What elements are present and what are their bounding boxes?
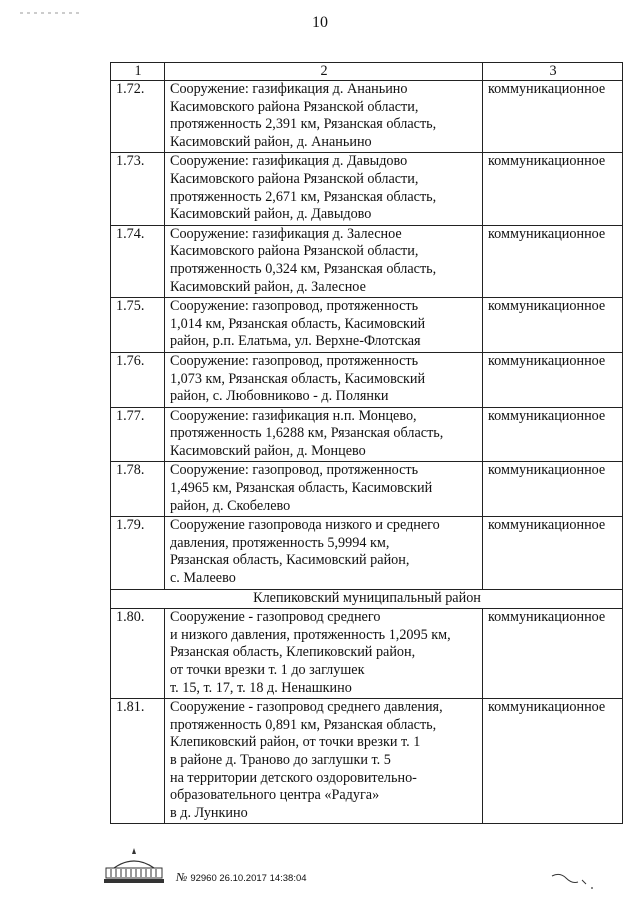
item-number: 1.81. [111,699,165,824]
item-type: коммуникационное [483,81,623,153]
item-type: коммуникационное [483,462,623,517]
item-type: коммуникационное [483,153,623,225]
item-number: 1.76. [111,352,165,407]
description-line: Сооружение: газификация д. Ананьино [170,81,408,97]
description-line: Касимовского района Рязанской области, [170,243,419,260]
signature-mark [548,868,598,892]
item-description [165,153,483,225]
table-row [111,517,623,589]
description-line: Клепиковский район, от точки врезки т. 1 [170,734,421,751]
table-row [111,462,623,517]
description-line: район, д. Скобелево [170,497,291,514]
item-number: 1.79. [111,517,165,589]
registry-building-stamp [100,846,168,886]
description-line: от точки врезки т. 1 до заглушек [170,662,365,678]
table-row [111,81,623,153]
table-row [111,298,623,353]
item-number: 1.72. [111,81,165,153]
document-footer [100,846,340,886]
item-description [165,352,483,407]
registration-info: 92960 26.10.2017 14:38:04 [190,873,307,884]
description-line: Касимовского района Рязанской области, [170,170,419,187]
table-row [111,153,623,225]
description-line: Касимовский район, д. Ананьино [170,133,372,150]
description-line: район, р.п. Елатьма, ул. Верхне-Флотская [170,333,421,350]
item-type: коммуникационное [483,298,623,353]
item-type: коммуникационное [483,609,623,699]
description-line: протяженность 0,891 км, Рязанская область, [170,716,437,733]
item-description [165,225,483,297]
description-line: на территории детского оздоровительно- [170,769,417,786]
item-type: коммуникационное [483,225,623,297]
item-description [165,699,483,824]
item-description [165,462,483,517]
registry-table [110,62,623,824]
item-number: 1.77. [111,407,165,462]
description-line: Сооружение - газопровод среднего [170,609,381,626]
section-row [111,589,623,609]
column-header: 3 [483,63,623,81]
description-line: и низкого давления, протяженность 1,2095 км, [170,626,451,643]
item-description [165,517,483,589]
description-line: Касимовский район, д. Залесное [170,278,366,295]
description-line: с. Малеево [170,570,236,587]
description-line: район, с. Любовниково - д. Полянки [170,388,389,405]
description-line: Касимовского района Рязанской области, [170,98,419,115]
item-type: коммуникационное [483,517,623,589]
description-line: Касимовский район, д. Монцево [170,442,366,459]
scan-artifact [20,2,80,6]
item-description [165,298,483,353]
table-row [111,407,623,462]
description-line: 1,4965 км, Рязанская область, Касимовский [170,480,433,497]
description-line: 1,014 км, Рязанская область, Касимовский [170,315,426,332]
page-number: 10 [312,14,328,31]
item-type: коммуникационное [483,407,623,462]
table-row [111,225,623,297]
description-line: Сооружение: газификация д. Залесное [170,225,402,242]
item-number: 1.73. [111,153,165,225]
column-header: 1 [111,63,165,81]
description-line: образовательного центра «Радуга» [170,787,380,804]
item-type: коммуникационное [483,352,623,407]
table-row [111,699,623,824]
description-line: протяженность 2,391 км, Рязанская область, [170,116,437,133]
description-line: протяженность 2,671 км, Рязанская область, [170,188,437,205]
description-line: протяженность 1,6288 км, Рязанская область, [170,425,444,442]
description-line: Рязанская область, Касимовский район, [170,552,410,569]
item-description [165,407,483,462]
description-line: Сооружение - газопровод среднего давления, [170,699,443,716]
item-description [165,81,483,153]
description-line: Сооружение: газопровод, протяженность [170,462,419,479]
registration-mark: № [176,870,188,884]
item-type: коммуникационное [483,699,623,824]
table-row [111,352,623,407]
item-description [165,609,483,699]
description-line: Сооружение газопровода низкого и среднего [170,517,440,534]
item-number: 1.75. [111,298,165,353]
item-number: 1.80. [111,609,165,699]
header-row [111,63,623,81]
description-line: Касимовский район, д. Давыдово [170,206,372,223]
item-number: 1.78. [111,462,165,517]
table-row [111,609,623,699]
description-line: Рязанская область, Клепиковский район, [170,644,416,661]
description-line: 1,073 км, Рязанская область, Касимовский [170,370,426,387]
description-line: протяженность 0,324 км, Рязанская область, [170,260,437,277]
description-line: Сооружение: газопровод, протяженность [170,298,419,315]
section-title: Клепиковский муниципальный район [111,589,623,609]
item-number: 1.74. [111,225,165,297]
description-line: Сооружение: газификация д. Давыдово [170,153,408,170]
description-line: Сооружение: газификация н.п. Монцево, [170,407,417,424]
description-line: Сооружение: газопровод, протяженность [170,352,419,369]
description-line: в районе д. Траново до заглушки т. 5 [170,751,391,768]
column-header: 2 [165,63,483,81]
registration-stamp [176,870,307,885]
description-line: т. 15, т. 17, т. 18 д. Ненашкино [170,679,352,696]
description-line: в д. Лункино [170,804,248,821]
description-line: давления, протяженность 5,9994 км, [170,534,390,551]
